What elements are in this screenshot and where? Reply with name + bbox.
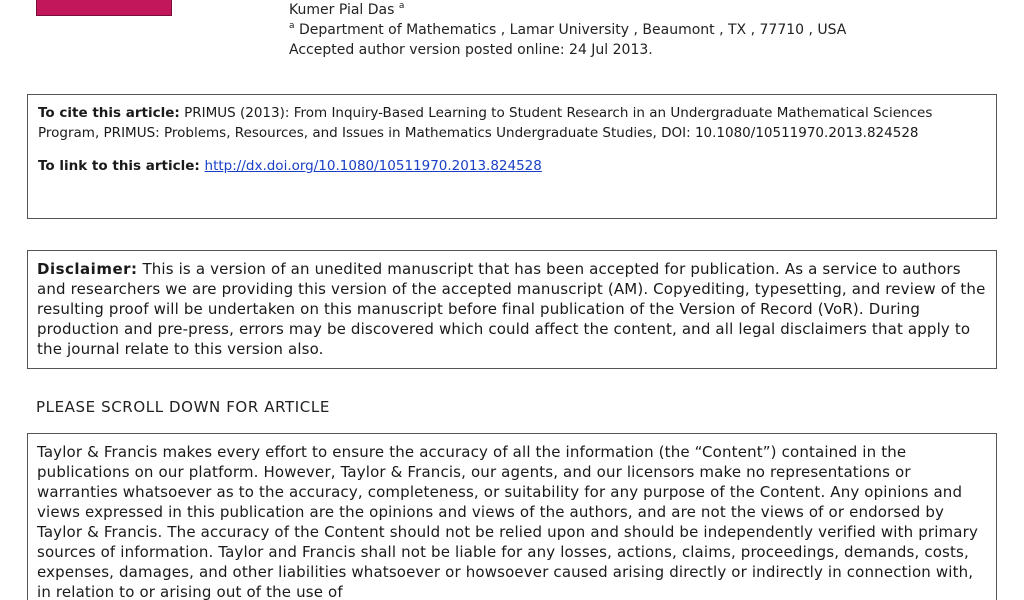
citation-label: To cite this article:	[38, 105, 180, 121]
disclaimer-text: This is a version of an unedited manuscript that has been accepted for publication. As a service to authors and researchers we are providing this version of the accepted manuscript (AM). Copyediting, typesetting, and review of the resulting proof will be undertaken on this manuscript before final publication of the Version of Record (VoR). During production and pre-press, errors may be discovered which could affect the content, and all legal disclaimers that apply to the journal relate to this version also.	[37, 260, 986, 358]
scroll-notice: PLEASE SCROLL DOWN FOR ARTICLE	[36, 398, 330, 416]
author-line	[289, 0, 846, 20]
terms-text: Taylor & Francis makes every effort to ensure the accuracy of all the information (the “Content”) contained in the publications on our platform. However, Taylor & Francis, our agents, and our licensors make no representations or warranties whatsoever as to the accuracy, completeness, or suitability for any purpose of the Content. Any opinions and views expressed in this publication are the opinions and views of the authors, and are not the views of or endorsed by Taylor & Francis. The accuracy of the Content should not be relied upon and should be independently verified with primary sources of information. Taylor and Francis shall not be liable for any losses, actions, claims, proceedings, demands, costs, expenses, damages, and other liabilities whatsoever or howsoever caused arising directly or indirectly in connection with, in relation to or arising out of the use of	[37, 443, 978, 600]
affiliation-line	[289, 20, 846, 40]
citation-paragraph	[38, 104, 986, 143]
article-doi-link[interactable]: http://dx.doi.org/10.1080/10511970.2013.824528	[204, 158, 542, 174]
terms-box	[27, 433, 997, 600]
author-superscript: a	[398, 1, 405, 11]
citation-box	[27, 94, 997, 219]
affiliation-superscript: a	[289, 21, 295, 31]
affiliation-text: Department of Mathematics , Lamar University , Beaumont , TX , 77710 , USA	[294, 22, 847, 38]
citation-text: PRIMUS (2013): From Inquiry-Based Learning to Student Research in an Undergraduate Mathematical Sciences Program, PRIMUS: Problems, Resources, and Issues in Mathematics Undergraduate Studies, DOI: 10.1080/10511970.2013.824528	[38, 105, 933, 141]
article-link-label: To link to this article:	[38, 158, 205, 174]
publisher-logo	[36, 0, 172, 16]
disclaimer-label: Disclaimer:	[37, 260, 138, 278]
disclaimer-box	[27, 250, 997, 369]
article-link-paragraph	[38, 157, 986, 177]
accepted-date: Accepted author version posted online: 24 Jul 2013.	[289, 42, 653, 58]
article-header	[289, 0, 846, 60]
author-name: Kumer Pial Das	[289, 2, 395, 18]
